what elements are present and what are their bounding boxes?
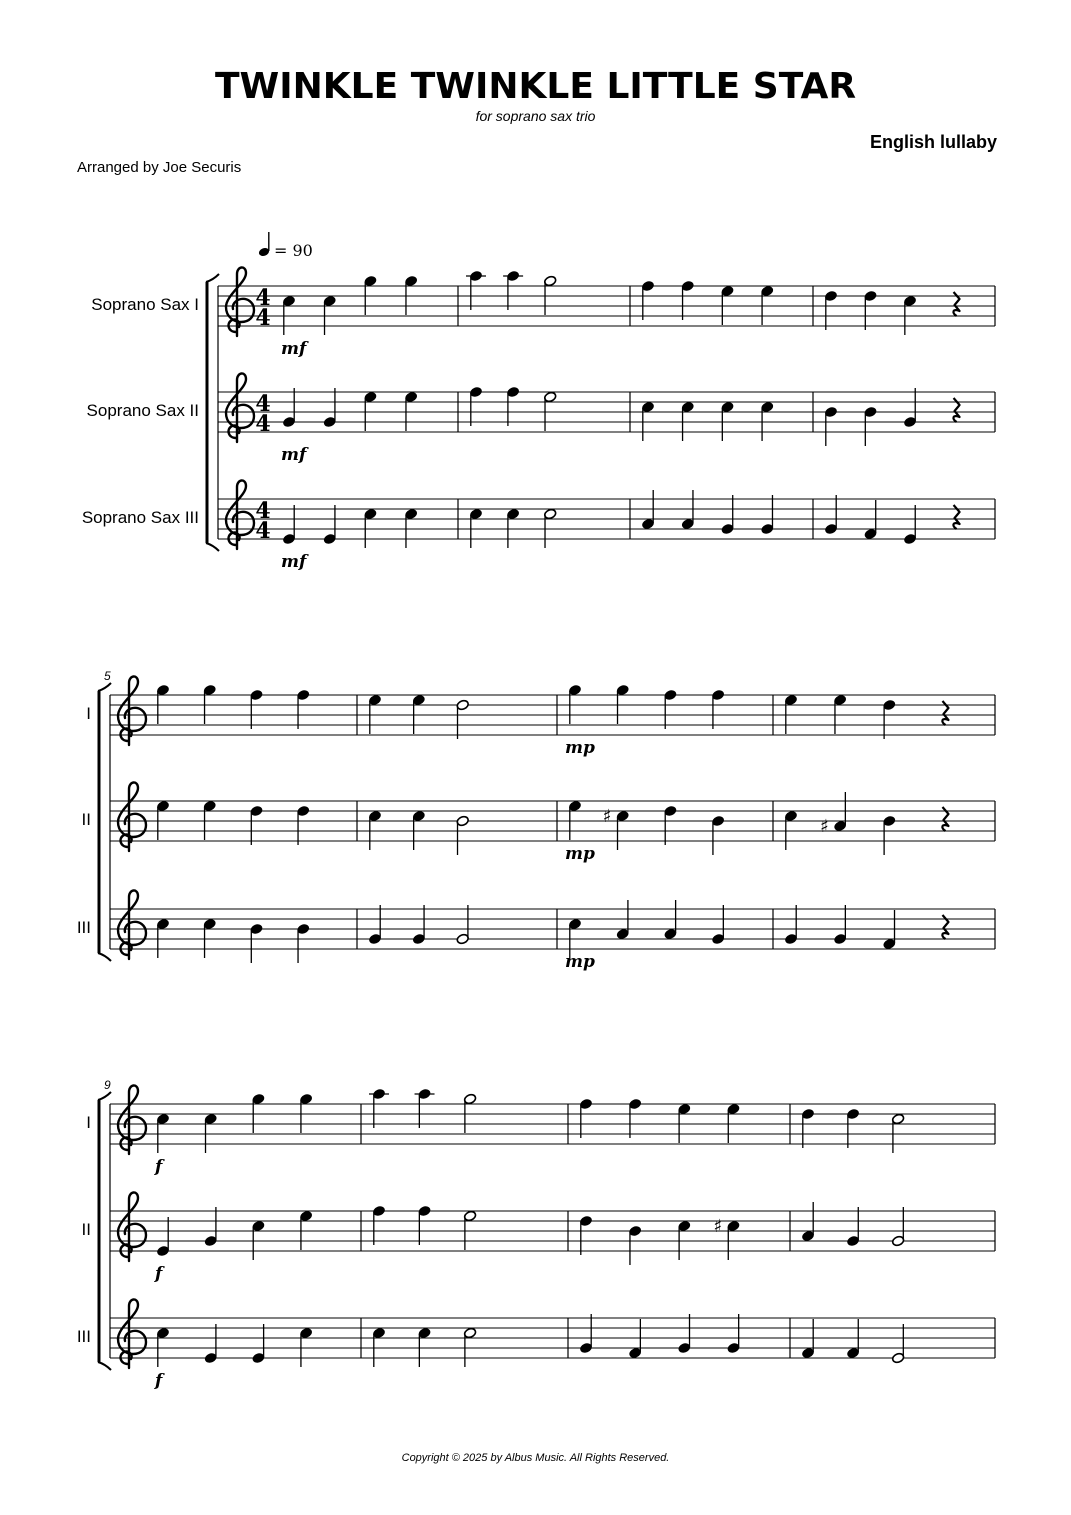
sharp-icon: ♯ xyxy=(602,806,612,827)
staff xyxy=(91,267,995,359)
arranger: Arranged by Joe Securis xyxy=(77,159,242,176)
time-signature-numerator: 4 xyxy=(255,391,271,417)
copyright-notice: Copyright © 2025 by Albus Music. All Rights Reserved. xyxy=(401,1452,670,1464)
tempo-marking xyxy=(258,232,313,260)
instrument-label: Soprano Sax I xyxy=(91,295,199,314)
page-title: TWINKLE TWINKLE LITTLE STAR xyxy=(214,66,857,107)
staff xyxy=(77,1299,995,1391)
system xyxy=(77,669,995,972)
instrument-label: III xyxy=(76,918,91,937)
time-signature-denominator: 4 xyxy=(255,305,271,331)
staff xyxy=(82,782,995,864)
staff xyxy=(82,1192,995,1284)
system xyxy=(82,267,995,572)
time-signature-numerator: 4 xyxy=(255,498,271,524)
staff xyxy=(86,1085,995,1177)
bracket-top xyxy=(98,1092,111,1100)
instrument-label: III xyxy=(76,1327,91,1346)
instrument-label: Soprano Sax II xyxy=(86,401,199,420)
tempo-value: = 90 xyxy=(274,241,313,260)
time-signature-numerator: 4 xyxy=(255,285,271,311)
sharp-icon: ♯ xyxy=(713,1216,723,1237)
instrument-label: II xyxy=(81,1220,91,1239)
measure-number: 9 xyxy=(104,1078,111,1092)
instrument-label: Soprano Sax III xyxy=(81,508,199,527)
instrument-label: I xyxy=(86,1113,91,1132)
staff xyxy=(77,890,995,972)
dynamic-marking: mf xyxy=(281,339,307,359)
system xyxy=(77,1078,995,1391)
bracket-bottom xyxy=(98,953,111,961)
dynamic-marking: mf xyxy=(281,552,307,572)
dynamic-marking: f xyxy=(155,1157,163,1177)
bracket-top xyxy=(206,274,219,282)
time-signature-denominator: 4 xyxy=(255,518,271,544)
measure-number: 5 xyxy=(104,669,111,683)
instrument-label: II xyxy=(81,810,91,829)
dynamic-marking: mp xyxy=(565,952,595,972)
instrument-label: I xyxy=(86,704,91,723)
time-signature-denominator: 4 xyxy=(255,411,271,437)
dynamic-marking: mp xyxy=(565,844,595,864)
bracket-bottom xyxy=(98,1362,111,1370)
staff xyxy=(82,480,995,572)
staff xyxy=(87,373,995,465)
staff xyxy=(86,676,995,758)
sharp-icon: ♯ xyxy=(820,816,829,837)
dynamic-marking: mp xyxy=(565,738,595,758)
dynamic-marking: mf xyxy=(281,445,307,465)
dynamic-marking: f xyxy=(155,1264,163,1284)
bracket-bottom xyxy=(206,543,219,551)
composer: English lullaby xyxy=(869,132,997,152)
subtitle: for soprano sax trio xyxy=(475,108,596,124)
bracket-top xyxy=(98,683,111,691)
dynamic-marking: f xyxy=(155,1371,163,1391)
